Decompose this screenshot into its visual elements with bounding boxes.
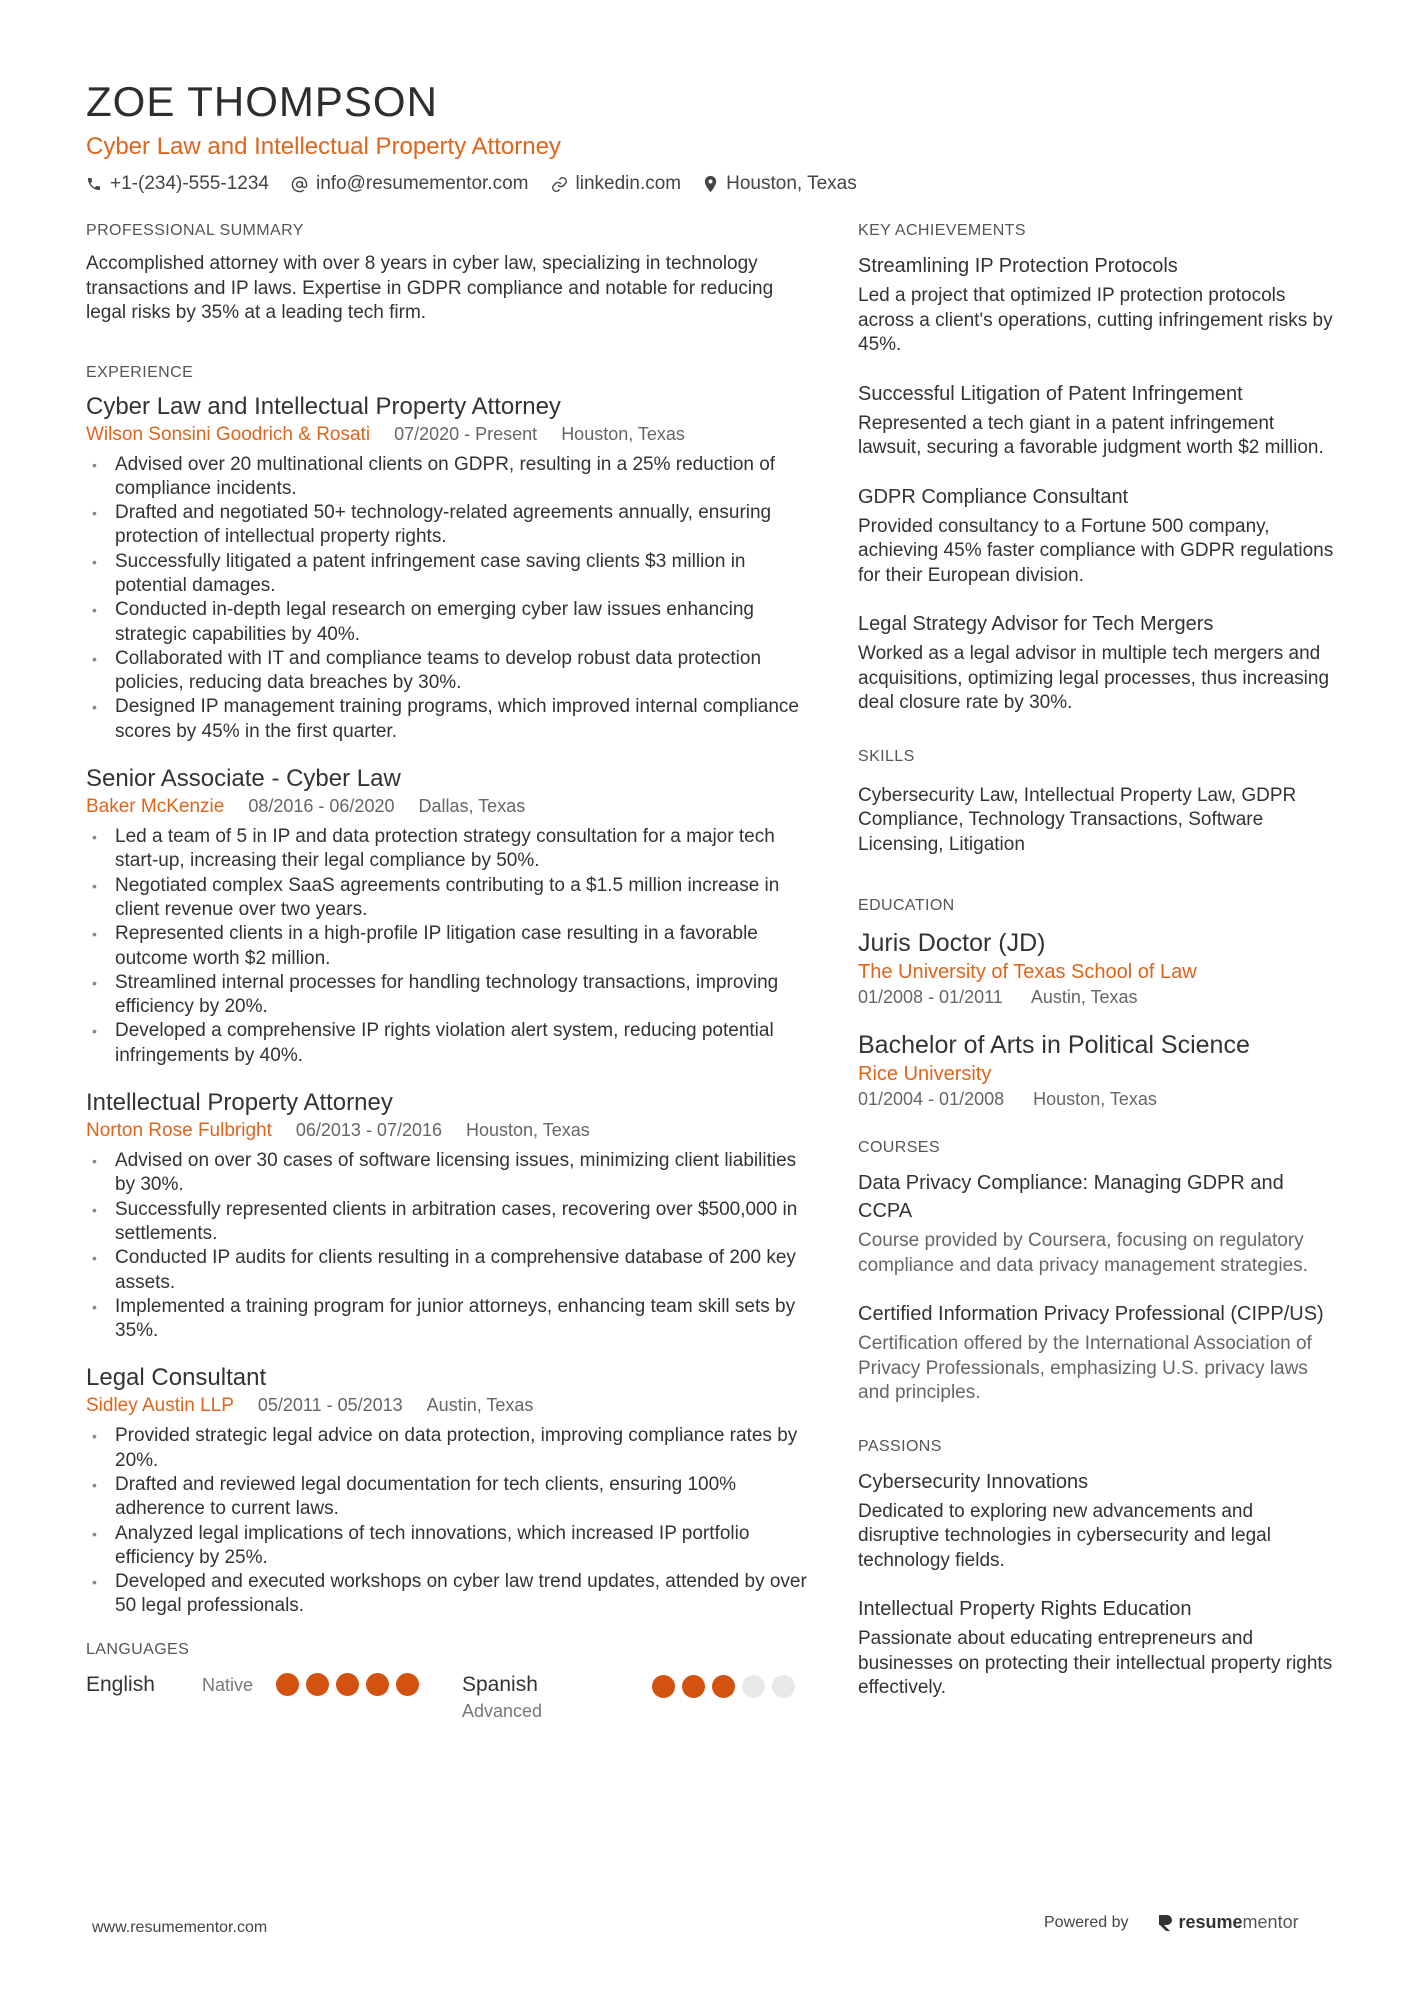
job-bullets: [86, 1424, 808, 1618]
languages-row: [86, 1671, 808, 1723]
job-bullet: • Negotiated complex SaaS agreements contributing to a $1.5 million increase in client revenue over two years.: [86, 874, 808, 923]
candidate-title: Cyber Law and Intellectual Property Attorney: [86, 133, 561, 160]
job-entry: [86, 764, 808, 1068]
job-entry: [86, 1363, 808, 1618]
link-icon: [551, 176, 568, 193]
language-level: Advanced: [462, 1700, 543, 1721]
footer-powered-by: [1044, 1912, 1299, 1933]
achievement-item: [858, 380, 1338, 461]
language-name-block: [462, 1671, 652, 1723]
contact-location: [703, 172, 857, 196]
job-title: Cyber Law and Intellectual Property Attorney: [86, 392, 561, 420]
language-level: Native: [202, 1674, 254, 1695]
job-bullet: • Analyzed legal implications of tech innovations, which increased IP portfolio efficiency by 25%.: [86, 1522, 808, 1571]
job-dates: 06/2013 - 07/2016: [295, 1120, 443, 1141]
job-bullet: • Collaborated with IT and compliance teams to develop robust data protection policies, reducing data breaches by 30%.: [86, 647, 808, 696]
achievement-text: Represented a tech giant in a patent infringement lawsuit, securing a favorable judgment worth $2 million.: [858, 412, 1324, 458]
job-bullet: • Designed IP management training programs, which improved internal compliance scores by 45% in the first quarter.: [86, 695, 808, 744]
job-bullets: [86, 453, 808, 745]
passion-text: Dedicated to exploring new advancements and disruptive technologies in cybersecurity and legal technology fields.: [858, 1500, 1271, 1571]
achievement-item: [858, 610, 1338, 716]
job-dates: 08/2016 - 06/2020: [248, 796, 395, 817]
section-heading: SKILLS: [858, 747, 915, 765]
job-bullet: • Provided strategic legal advice on data protection, improving compliance rates by 20%.: [86, 1424, 808, 1473]
education-dates: 01/2008 - 01/2011: [858, 987, 1003, 1007]
passion-title: Cybersecurity Innovations: [858, 1470, 1089, 1493]
achievement-item: [858, 252, 1338, 358]
resume-header: [86, 76, 1326, 196]
job-location: Dallas, Texas: [418, 796, 526, 817]
rating-dot-filled: [366, 1673, 389, 1696]
job-meta: [86, 422, 808, 447]
achievement-text: Worked as a legal advisor in multiple tech mergers and acquisitions, optimizing legal processes, thus increasing deal closure rate by 30%.: [858, 643, 1330, 713]
job-location: Austin, Texas: [426, 1395, 534, 1416]
section-heading: PROFESSIONAL SUMMARY: [86, 222, 304, 239]
job-bullet: • Successfully represented clients in arbitration cases, recovering over $500,000 in settlements.: [86, 1198, 808, 1247]
brand-logo[interactable]: [1157, 1912, 1299, 1933]
candidate-name: ZOE THOMPSON: [86, 78, 438, 125]
achievement-title: GDPR Compliance Consultant: [858, 485, 1129, 508]
section-heading: EXPERIENCE: [86, 363, 194, 381]
location-text: Houston, Texas: [726, 173, 857, 194]
achievements-section: [858, 220, 1338, 716]
education-dates: 01/2004 - 01/2008: [858, 1089, 1005, 1109]
job-company: Wilson Sonsini Goodrich & Rosati: [86, 423, 371, 445]
passion-title: Intellectual Property Rights Education: [858, 1598, 1192, 1620]
job-company: Norton Rose Fulbright: [86, 1120, 272, 1142]
powered-by-label: Powered by: [1044, 1913, 1129, 1931]
job-bullet: • Advised on over 30 cases of software licensing issues, minimizing client liabilities by 30%.: [86, 1149, 808, 1198]
job-bullet: • Represented clients in a high-profile IP litigation case resulting in a favorable outcome worth $2 million.: [86, 922, 808, 971]
achievement-item: [858, 483, 1338, 589]
location-pin-icon: [703, 175, 718, 193]
job-bullet: • Conducted in-depth legal research on emerging cyber law issues enhancing strategic capabilities by 40%.: [86, 598, 808, 647]
brand-bold: resume: [1178, 1912, 1243, 1932]
section-heading: EDUCATION: [858, 897, 955, 914]
achievement-text: Led a project that optimized IP protection protocols across a client's operations, cutting infringement risks by 45%.: [858, 285, 1333, 355]
linkedin-text[interactable]: linkedin.com: [575, 173, 682, 194]
rating-dot-filled: [306, 1673, 329, 1696]
job-dates: 07/2020 - Present: [394, 423, 538, 444]
contact-email[interactable]: [291, 172, 529, 196]
job-bullet: • Developed and executed workshops on cyber law trend updates, attended by over 50 legal professionals.: [86, 1570, 808, 1619]
job-meta: [86, 1118, 808, 1143]
job-bullet: • Drafted and reviewed legal documentation for tech clients, ensuring 100% adherence to current laws.: [86, 1473, 808, 1522]
job-bullet: • Implemented a training program for junior attorneys, enhancing team skill sets by 35%.: [86, 1295, 808, 1344]
job-bullet: • Developed a comprehensive IP rights violation alert system, reducing potential infringements by 40%.: [86, 1019, 808, 1068]
job-title: Senior Associate - Cyber Law: [86, 765, 401, 793]
at-icon: [291, 176, 308, 193]
education-section: [858, 895, 1338, 1111]
education-meta: [858, 985, 1338, 1009]
contact-linkedin[interactable]: [551, 172, 682, 196]
rating-dot-filled: [396, 1673, 419, 1696]
education-location: Austin, Texas: [1030, 987, 1138, 1007]
phone-icon: [86, 176, 102, 192]
passion-item: [858, 1468, 1338, 1574]
achievement-title: Legal Strategy Advisor for Tech Mergers: [858, 613, 1214, 635]
education-degree: Bachelor of Arts in Political Science: [858, 1031, 1250, 1059]
passions-section: [858, 1436, 1338, 1701]
email-text[interactable]: info@resumementor.com: [315, 173, 529, 194]
education-school: The University of Texas School of Law: [858, 961, 1197, 983]
job-location: Houston, Texas: [561, 423, 685, 444]
passion-item: [858, 1595, 1338, 1701]
job-dates: 05/2011 - 05/2013: [257, 1395, 403, 1416]
education-item: [858, 1029, 1338, 1111]
education-degree: Juris Doctor (JD): [858, 929, 1046, 957]
resumementor-logo-icon: [1157, 1914, 1173, 1932]
rating-dot-empty: [772, 1675, 795, 1698]
achievement-text: Provided consultancy to a Fortune 500 company, achieving 45% faster compliance with GDPR regulations for their European division.: [858, 515, 1334, 586]
skills-text: Cybersecurity Law, Intellectual Property Law, GDPR Compliance, Technology Transactions, Software Licensing, Litigation: [858, 784, 1297, 855]
education-item: [858, 927, 1338, 1009]
achievement-title: Streamlining IP Protection Protocols: [858, 255, 1178, 277]
summary-text: Accomplished attorney with over 8 years in cyber law, specializing in technology transactions and IP laws. Expertise in GDPR compliance and notable for reducing legal risks by 35% at a leading tech firm.: [86, 253, 774, 323]
rating-dot-filled: [276, 1673, 299, 1696]
job-entry: [86, 1088, 808, 1343]
education-location: Houston, Texas: [1033, 1089, 1157, 1109]
summary-section: [86, 220, 808, 326]
job-company: Baker McKenzie: [86, 796, 225, 818]
job-bullet: • Drafted and negotiated 50+ technology-related agreements annually, ensuring protection of intellectual property rights.: [86, 501, 808, 550]
job-meta: [86, 1393, 808, 1418]
passion-text: Passionate about educating entrepreneurs and businesses on protecting their intellectual property rights effectively.: [858, 1628, 1333, 1698]
section-heading: LANGUAGES: [86, 1640, 190, 1658]
job-entry: [86, 392, 808, 745]
achievement-title: Successful Litigation of Patent Infringement: [858, 382, 1243, 405]
course-text: Certification offered by the International Association of Privacy Professionals, emphasizing U.S. privacy laws and principles.: [858, 1333, 1312, 1403]
job-company: Sidley Austin LLP: [86, 1395, 234, 1417]
skills-section: [858, 746, 1338, 858]
job-title: Intellectual Property Attorney: [86, 1089, 393, 1117]
experience-section: [86, 362, 808, 1619]
courses-section: [858, 1137, 1338, 1406]
course-item: [858, 1300, 1338, 1406]
job-location: Houston, Texas: [466, 1120, 590, 1141]
section-heading: COURSES: [858, 1139, 940, 1156]
course-item: [858, 1169, 1338, 1278]
job-bullet: • Advised over 20 multinational clients on GDPR, resulting in a 25% reduction of compliance incidents.: [86, 453, 808, 502]
languages-section: [86, 1639, 808, 1723]
rating-dot-empty: [742, 1675, 765, 1698]
job-bullet: • Streamlined internal processes for handling technology transactions, improving efficiency by 20%.: [86, 971, 808, 1020]
footer-website[interactable]: www.resumementor.com: [92, 1919, 268, 1936]
left-column: [86, 220, 808, 1723]
language-name: English: [86, 1672, 155, 1696]
job-bullet: • Successfully litigated a patent infringement case saving clients $3 million in potential damages.: [86, 550, 808, 599]
job-bullets: [86, 1149, 808, 1343]
language-name: Spanish: [462, 1672, 538, 1696]
section-heading: PASSIONS: [858, 1437, 942, 1455]
contact-bar: [86, 172, 1326, 196]
education-school: Rice University: [858, 1063, 992, 1085]
contact-phone: [86, 172, 269, 196]
rating-dot-filled: [712, 1675, 735, 1698]
phone-text: +1-(234)-555-1234: [110, 173, 269, 194]
education-meta: [858, 1087, 1338, 1111]
language-item: [462, 1671, 802, 1723]
right-column: [858, 220, 1338, 1723]
job-meta: [86, 794, 808, 819]
course-text: Course provided by Coursera, focusing on regulatory compliance and data privacy management strategies.: [858, 1230, 1308, 1276]
course-title: Certified Information Privacy Professional (CIPP/US): [858, 1303, 1324, 1325]
rating-dot-filled: [336, 1673, 359, 1696]
brand-light: mentor: [1242, 1912, 1299, 1932]
language-rating: [276, 1673, 426, 1696]
language-rating: [652, 1675, 802, 1698]
rating-dot-filled: [682, 1675, 705, 1698]
job-bullet: • Led a team of 5 in IP and data protection strategy consultation for a major tech start-up, increasing their legal compliance by 50%.: [86, 825, 808, 874]
language-item: [86, 1671, 462, 1699]
course-title: Data Privacy Compliance: Managing GDPR and CCPA: [858, 1172, 1284, 1222]
job-bullets: [86, 825, 808, 1068]
job-bullet: • Conducted IP audits for clients resulting in a comprehensive database of 200 key assets.: [86, 1246, 808, 1295]
rating-dot-filled: [652, 1675, 675, 1698]
section-heading: KEY ACHIEVEMENTS: [858, 222, 1026, 239]
job-title: Legal Consultant: [86, 1364, 267, 1392]
